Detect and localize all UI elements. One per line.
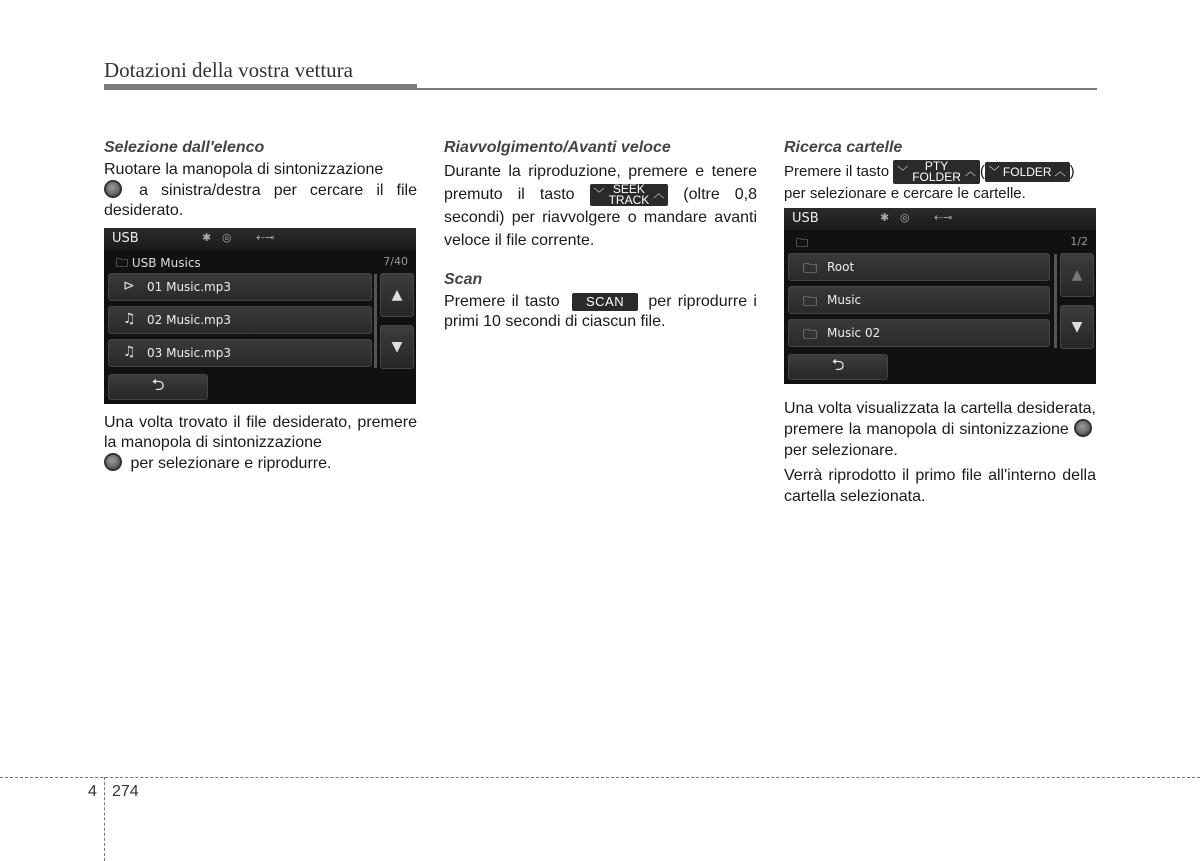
- screen-folder-bar: [104, 250, 416, 272]
- paren-open: (: [979, 162, 985, 180]
- list-item-label: Music 02: [827, 326, 881, 340]
- seek-key-top: SEEK: [612, 181, 645, 196]
- triangle-down-icon: ▼: [391, 339, 403, 355]
- track-count: 7/40: [383, 255, 408, 268]
- scrollbar[interactable]: [1054, 254, 1057, 348]
- tune-knob-icon: [104, 453, 122, 471]
- folder-icon: 🗀: [116, 256, 129, 270]
- scroll-up-button[interactable]: [380, 273, 414, 317]
- text-rewind-b: (oltre 0,8 secondi) per riavvolgere o mandare avanti veloce il file corrente.: [444, 186, 757, 249]
- column-selection-list-bottom: [104, 413, 417, 474]
- section-title-folder-search: Ricerca cartelle: [784, 139, 903, 156]
- folder-key-label: FOLDER: [1002, 164, 1052, 179]
- disc-icon: ◎: [222, 231, 232, 244]
- music-note-icon: ♫: [123, 311, 136, 327]
- scroll-down-button[interactable]: [380, 325, 414, 369]
- folder-icon: 🗀: [803, 294, 817, 310]
- paragraph-scan: [444, 292, 757, 332]
- folder-count: 1/2: [1070, 235, 1088, 248]
- section-title-scan: Scan: [444, 271, 483, 288]
- paragraph-rotate-knob: [104, 160, 417, 221]
- seek-key-bottom: TRACK: [608, 192, 650, 207]
- header-rule-thin: [417, 88, 1097, 90]
- bluetooth-icon: ✱: [202, 231, 212, 244]
- scroll-down-button[interactable]: [1060, 305, 1094, 349]
- text-scan-a: Premere il tasto: [444, 293, 560, 310]
- list-item[interactable]: [108, 306, 372, 334]
- chevron-up-icon: ︿: [964, 165, 976, 178]
- play-icon: ⊳: [123, 278, 135, 294]
- usb-icon: ⇠⊸: [934, 211, 953, 224]
- screen-top-bar: [104, 228, 416, 250]
- text-select-play: per selezionare e riprodurre.: [130, 455, 332, 472]
- screen-mode-label: USB: [792, 211, 819, 226]
- usb-music-list-screen: [104, 228, 416, 404]
- text-rotate-knob: Ruotare la manopola di sintonizzazione: [104, 161, 384, 178]
- paragraph-rewind: [444, 160, 757, 252]
- folder-icon: 🗀: [803, 327, 817, 343]
- section-title-selection: Selezione dall'elenco: [104, 139, 265, 156]
- header-rule-thick: [104, 84, 417, 90]
- music-note-icon: ♫: [123, 344, 136, 360]
- column-folder-search: [784, 138, 1096, 204]
- section-title-rewind: Riavvolgimento/Avanti veloce: [444, 139, 671, 156]
- page-number: 274: [112, 783, 139, 800]
- chevron-down-icon: ﹀: [897, 165, 909, 178]
- list-item-label: Music: [827, 293, 862, 307]
- pty-key-top: PTY: [924, 159, 949, 173]
- paren-close: ): [1069, 162, 1075, 180]
- screen-mode-label: USB: [112, 231, 139, 246]
- column-folder-search-bottom: [784, 398, 1096, 507]
- list-item-label: 01 Music.mp3: [147, 280, 231, 294]
- chevron-down-icon: ﹀: [593, 188, 605, 201]
- text-select-folder: per selezionare.: [784, 442, 898, 459]
- usb-folder-list-screen: [784, 208, 1096, 384]
- text-confirm-folder: Una volta visualizzata la cartella desiderata, premere la manopola di sintonizzazione: [784, 400, 1096, 438]
- pty-folder-key: [893, 160, 980, 184]
- pty-key-bottom: FOLDER: [912, 170, 961, 184]
- paragraph-folder-key: [784, 160, 1096, 204]
- text-folder-b: per selezionare e cercare le cartelle.: [784, 185, 1026, 202]
- triangle-up-icon: ▲: [391, 287, 403, 303]
- scrollbar[interactable]: [374, 274, 377, 368]
- triangle-down-icon: ▼: [1071, 319, 1083, 335]
- page-header-title: Dotazioni della vostra vettura: [104, 58, 353, 82]
- chapter-number: 4: [88, 783, 97, 800]
- column-fast-forward: [444, 138, 757, 332]
- list-item-label: 02 Music.mp3: [147, 313, 231, 327]
- list-item[interactable]: [788, 286, 1050, 314]
- back-button[interactable]: [108, 374, 208, 400]
- tune-knob-icon: [1074, 419, 1092, 437]
- folder-name: USB Musics: [131, 256, 201, 270]
- bluetooth-icon: ✱: [880, 211, 890, 224]
- folder-key: [985, 162, 1070, 182]
- triangle-up-icon: ▲: [1071, 267, 1083, 283]
- paragraph-confirm-folder: [784, 398, 1096, 461]
- back-arrow-icon: ⮌: [831, 354, 845, 374]
- seek-track-key: [590, 181, 669, 207]
- list-item[interactable]: [788, 319, 1050, 347]
- column-selection-list: [104, 138, 417, 221]
- text-confirm-file: Una volta trovato il file desiderato, premere la manopola di sintonizzazione: [104, 414, 417, 451]
- back-arrow-icon: ⮌: [151, 374, 165, 394]
- back-button[interactable]: [788, 354, 888, 380]
- folder-icon: 🗀: [803, 261, 817, 277]
- footer-vertical-divider: [104, 777, 105, 861]
- screen-top-bar: [784, 208, 1096, 230]
- usb-icon: ⇠⊸: [256, 231, 275, 244]
- disc-icon: ◎: [900, 211, 910, 224]
- scan-key: SCAN: [572, 293, 638, 311]
- list-item[interactable]: [788, 253, 1050, 281]
- scroll-up-button[interactable]: [1060, 253, 1094, 297]
- folder-icon: 🗀: [796, 236, 809, 250]
- folder-title: [116, 254, 201, 275]
- footer-divider: [0, 777, 1200, 778]
- list-item[interactable]: [108, 339, 372, 367]
- screen-folder-bar: [784, 230, 1096, 252]
- list-item-label: 03 Music.mp3: [147, 346, 231, 360]
- text-scan-b: per riprodurre i primi 10 secondi di ciascun file.: [444, 293, 757, 330]
- list-item[interactable]: [108, 273, 372, 301]
- tune-knob-icon: [104, 180, 122, 198]
- chevron-down-icon: ﹀: [988, 165, 1000, 178]
- text-folder-a: Premere il tasto: [784, 162, 890, 180]
- paragraph-first-file: Verrà riprodotto il primo file all'interno della cartella selezionata.: [784, 467, 1096, 505]
- text-search-file: a sinistra/destra per cercare il file desiderato.: [104, 182, 417, 219]
- paragraph-confirm-file: [104, 413, 417, 474]
- chevron-up-icon: ︿: [1054, 165, 1066, 178]
- chevron-up-icon: ︿: [653, 188, 665, 201]
- list-item-label: Root: [827, 260, 855, 274]
- text-rewind-a: Durante la riproduzione, premere e tenere premuto il tasto: [444, 163, 757, 203]
